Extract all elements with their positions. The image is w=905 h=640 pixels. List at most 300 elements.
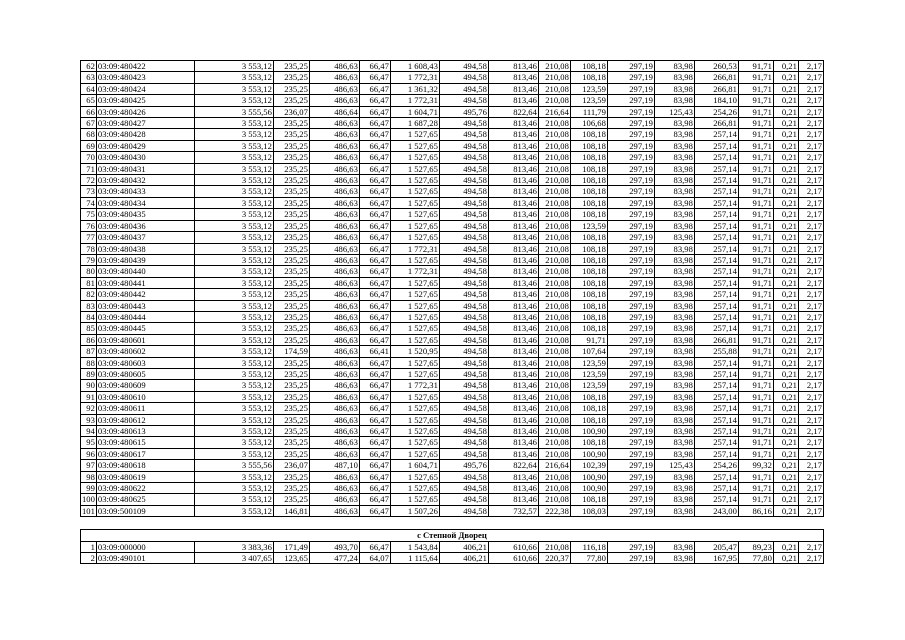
value-col-15-cell: 91,71 (738, 483, 773, 494)
value-col-9-cell: 813,46 (488, 118, 538, 129)
value-col-13-cell: 83,98 (654, 380, 694, 391)
value-col-9-cell: 813,46 (488, 209, 538, 220)
value-col-12-cell: 297,19 (607, 368, 654, 379)
value-col-15-cell: 91,71 (738, 129, 773, 140)
value-col-8-cell: 494,58 (439, 334, 488, 345)
value-col-9-cell: 610,66 (488, 553, 538, 564)
row-number-cell: 87 (81, 346, 97, 357)
value-col-6-cell: 66,47 (359, 220, 390, 231)
value-col-11-cell: 123,59 (570, 83, 607, 94)
value-col-6-cell: 66,47 (359, 277, 390, 288)
table-row (81, 106, 824, 117)
value-col-6-cell: 66,47 (359, 437, 390, 448)
value-col-3-cell: 3 553,12 (194, 220, 273, 231)
table-row (81, 323, 824, 334)
table-row (81, 437, 824, 448)
value-col-13-cell: 83,98 (654, 414, 694, 425)
value-col-13-cell: 83,98 (654, 483, 694, 494)
value-col-14-cell: 257,14 (694, 254, 738, 265)
value-col-3-cell: 3 553,12 (194, 437, 273, 448)
value-col-7-cell: 1 772,31 (390, 95, 439, 106)
value-col-10-cell: 210,08 (538, 197, 570, 208)
value-col-5-cell: 486,63 (309, 118, 359, 129)
value-col-12-cell: 297,19 (607, 437, 654, 448)
value-col-17-cell: 2,17 (798, 437, 823, 448)
value-col-12-cell: 297,19 (607, 209, 654, 220)
value-col-16-cell: 0,21 (773, 118, 798, 129)
value-col-11-cell: 108,18 (570, 186, 607, 197)
value-col-13-cell: 83,98 (654, 300, 694, 311)
value-col-8-cell: 494,58 (439, 300, 488, 311)
value-col-12-cell: 297,19 (607, 152, 654, 163)
value-col-17-cell: 2,17 (798, 357, 823, 368)
value-col-16-cell: 0,21 (773, 494, 798, 505)
row-number-cell: 86 (81, 334, 97, 345)
value-col-4-cell: 235,25 (273, 311, 309, 322)
table-row (81, 483, 824, 494)
cadastral-number-cell: 03:09:480444 (96, 311, 194, 322)
value-col-14-cell: 257,14 (694, 289, 738, 300)
value-col-17-cell: 2,17 (798, 209, 823, 220)
value-col-4-cell: 235,25 (273, 72, 309, 83)
value-col-9-cell: 813,46 (488, 448, 538, 459)
table-row (81, 541, 824, 552)
value-col-15-cell: 91,71 (738, 243, 773, 254)
value-col-5-cell: 486,63 (309, 505, 359, 516)
value-col-5-cell: 486,63 (309, 254, 359, 265)
value-col-6-cell: 66,47 (359, 61, 390, 72)
value-col-6-cell: 66,47 (359, 197, 390, 208)
table-row (81, 460, 824, 471)
value-col-8-cell: 494,58 (439, 266, 488, 277)
value-col-11-cell: 77,80 (570, 553, 607, 564)
value-col-10-cell: 210,08 (538, 483, 570, 494)
table-row (81, 197, 824, 208)
cadastral-number-cell: 03:09:480441 (96, 277, 194, 288)
value-col-12-cell: 297,19 (607, 553, 654, 564)
value-col-3-cell: 3 553,12 (194, 300, 273, 311)
value-col-13-cell: 83,98 (654, 403, 694, 414)
value-col-8-cell: 494,58 (439, 72, 488, 83)
value-col-6-cell: 66,47 (359, 266, 390, 277)
value-col-14-cell: 257,14 (694, 266, 738, 277)
value-col-14-cell: 257,14 (694, 391, 738, 402)
row-number-cell: 85 (81, 323, 97, 334)
value-col-10-cell: 216,64 (538, 106, 570, 117)
value-col-8-cell: 406,21 (439, 553, 488, 564)
value-col-12-cell: 297,19 (607, 460, 654, 471)
value-col-15-cell: 91,71 (738, 118, 773, 129)
value-col-14-cell: 257,14 (694, 311, 738, 322)
value-col-13-cell: 83,98 (654, 95, 694, 106)
table-row (81, 334, 824, 345)
value-col-17-cell: 2,17 (798, 300, 823, 311)
table-row (81, 494, 824, 505)
value-col-11-cell: 111,79 (570, 106, 607, 117)
value-col-11-cell: 91,71 (570, 334, 607, 345)
value-col-9-cell: 813,46 (488, 95, 538, 106)
cadastral-number-cell: 03:09:500109 (96, 505, 194, 516)
value-col-3-cell: 3 553,12 (194, 334, 273, 345)
value-col-6-cell: 66,47 (359, 72, 390, 83)
table-row (81, 61, 824, 72)
value-col-4-cell: 235,25 (273, 494, 309, 505)
cadastral-number-cell: 03:09:480428 (96, 129, 194, 140)
value-col-5-cell: 486,63 (309, 289, 359, 300)
row-number-cell: 69 (81, 140, 97, 151)
value-col-10-cell: 210,08 (538, 277, 570, 288)
value-col-15-cell: 91,71 (738, 391, 773, 402)
value-col-14-cell: 266,81 (694, 72, 738, 83)
row-number-cell: 72 (81, 175, 97, 186)
value-col-15-cell: 91,71 (738, 186, 773, 197)
value-col-12-cell: 297,19 (607, 254, 654, 265)
value-col-10-cell: 210,08 (538, 448, 570, 459)
value-col-14-cell: 260,53 (694, 61, 738, 72)
value-col-7-cell: 1 543,84 (390, 541, 439, 552)
value-col-17-cell: 2,17 (798, 403, 823, 414)
value-col-6-cell: 66,47 (359, 448, 390, 459)
value-col-3-cell: 3 553,12 (194, 118, 273, 129)
table-row (81, 95, 824, 106)
value-col-11-cell: 108,18 (570, 197, 607, 208)
value-col-4-cell: 235,25 (273, 140, 309, 151)
value-col-6-cell: 66,47 (359, 505, 390, 516)
value-col-13-cell: 83,98 (654, 118, 694, 129)
row-number-cell: 64 (81, 83, 97, 94)
value-col-10-cell: 210,08 (538, 152, 570, 163)
value-col-13-cell: 83,98 (654, 243, 694, 254)
value-col-3-cell: 3 553,12 (194, 72, 273, 83)
row-number-cell: 71 (81, 163, 97, 174)
value-col-14-cell: 257,14 (694, 197, 738, 208)
value-col-9-cell: 813,46 (488, 346, 538, 357)
value-col-5-cell: 486,63 (309, 129, 359, 140)
value-col-5-cell: 486,63 (309, 163, 359, 174)
value-col-8-cell: 494,58 (439, 95, 488, 106)
value-col-9-cell: 610,66 (488, 541, 538, 552)
value-col-4-cell: 123,65 (273, 553, 309, 564)
cadastral-number-cell: 03:09:480424 (96, 83, 194, 94)
value-col-9-cell: 813,46 (488, 277, 538, 288)
value-col-8-cell: 494,58 (439, 311, 488, 322)
value-col-10-cell: 210,08 (538, 357, 570, 368)
value-col-5-cell: 477,24 (309, 553, 359, 564)
cadastral-number-cell: 03:09:480605 (96, 368, 194, 379)
value-col-3-cell: 3 553,12 (194, 346, 273, 357)
cadastral-number-cell: 03:09:480433 (96, 186, 194, 197)
cadastral-number-cell: 03:09:480603 (96, 357, 194, 368)
value-col-10-cell: 210,08 (538, 266, 570, 277)
value-col-3-cell: 3 553,12 (194, 254, 273, 265)
value-col-7-cell: 1 527,65 (390, 357, 439, 368)
value-col-12-cell: 297,19 (607, 357, 654, 368)
value-col-14-cell: 254,26 (694, 106, 738, 117)
table-row (81, 403, 824, 414)
value-col-15-cell: 91,71 (738, 300, 773, 311)
value-col-4-cell: 235,25 (273, 414, 309, 425)
value-col-11-cell: 108,18 (570, 414, 607, 425)
value-col-4-cell: 235,25 (273, 300, 309, 311)
value-col-16-cell: 0,21 (773, 243, 798, 254)
value-col-9-cell: 813,46 (488, 163, 538, 174)
value-col-17-cell: 2,17 (798, 346, 823, 357)
value-col-17-cell: 2,17 (798, 505, 823, 516)
value-col-7-cell: 1 527,65 (390, 391, 439, 402)
cadastral-number-cell: 03:09:480612 (96, 414, 194, 425)
table-row (81, 266, 824, 277)
value-col-5-cell: 486,63 (309, 426, 359, 437)
value-col-10-cell: 210,08 (538, 368, 570, 379)
value-col-13-cell: 83,98 (654, 83, 694, 94)
value-col-7-cell: 1 527,65 (390, 277, 439, 288)
value-col-7-cell: 1 527,65 (390, 426, 439, 437)
value-col-4-cell: 235,25 (273, 175, 309, 186)
value-col-16-cell: 0,21 (773, 254, 798, 265)
value-col-5-cell: 486,63 (309, 448, 359, 459)
value-col-3-cell: 3 553,12 (194, 266, 273, 277)
value-col-13-cell: 83,98 (654, 277, 694, 288)
value-col-12-cell: 297,19 (607, 391, 654, 402)
value-col-15-cell: 91,71 (738, 266, 773, 277)
value-col-6-cell: 66,47 (359, 254, 390, 265)
cadastral-number-cell: 03:09:480436 (96, 220, 194, 231)
value-col-15-cell: 91,71 (738, 448, 773, 459)
value-col-7-cell: 1 527,65 (390, 494, 439, 505)
value-col-15-cell: 91,71 (738, 311, 773, 322)
value-col-14-cell: 257,14 (694, 437, 738, 448)
value-col-8-cell: 494,58 (439, 83, 488, 94)
value-col-7-cell: 1 527,65 (390, 448, 439, 459)
value-col-15-cell: 91,71 (738, 334, 773, 345)
cadastral-number-cell: 03:09:480602 (96, 346, 194, 357)
value-col-4-cell: 235,25 (273, 437, 309, 448)
value-col-3-cell: 3 553,12 (194, 311, 273, 322)
value-col-16-cell: 0,21 (773, 426, 798, 437)
value-col-17-cell: 2,17 (798, 220, 823, 231)
value-col-12-cell: 297,19 (607, 106, 654, 117)
value-col-4-cell: 235,25 (273, 209, 309, 220)
value-col-7-cell: 1 527,65 (390, 209, 439, 220)
value-col-17-cell: 2,17 (798, 72, 823, 83)
value-col-16-cell: 0,21 (773, 186, 798, 197)
value-col-9-cell: 813,46 (488, 437, 538, 448)
value-col-5-cell: 486,63 (309, 368, 359, 379)
value-col-6-cell: 66,47 (359, 471, 390, 482)
value-col-6-cell: 66,47 (359, 391, 390, 402)
value-col-6-cell: 66,47 (359, 209, 390, 220)
value-col-9-cell: 813,46 (488, 494, 538, 505)
value-col-15-cell: 91,71 (738, 175, 773, 186)
value-col-5-cell: 486,63 (309, 300, 359, 311)
value-col-7-cell: 1 527,65 (390, 175, 439, 186)
value-col-17-cell: 2,17 (798, 483, 823, 494)
value-col-9-cell: 813,46 (488, 403, 538, 414)
value-col-10-cell: 210,08 (538, 209, 570, 220)
value-col-16-cell: 0,21 (773, 541, 798, 552)
value-col-10-cell: 210,08 (538, 311, 570, 322)
value-col-4-cell: 235,25 (273, 186, 309, 197)
cadastral-number-cell: 03:09:480434 (96, 197, 194, 208)
value-col-17-cell: 2,17 (798, 471, 823, 482)
cadastral-number-cell: 03:09:480613 (96, 426, 194, 437)
value-col-6-cell: 66,47 (359, 323, 390, 334)
value-col-11-cell: 108,18 (570, 494, 607, 505)
value-col-4-cell: 235,25 (273, 289, 309, 300)
cadastral-number-cell: 03:09:480610 (96, 391, 194, 402)
cadastral-number-cell: 03:09:490101 (96, 553, 194, 564)
value-col-14-cell: 257,14 (694, 243, 738, 254)
value-col-7-cell: 1 772,31 (390, 72, 439, 83)
value-col-8-cell: 494,58 (439, 220, 488, 231)
table-row (81, 209, 824, 220)
value-col-5-cell: 486,63 (309, 186, 359, 197)
value-col-16-cell: 0,21 (773, 220, 798, 231)
value-col-13-cell: 83,98 (654, 541, 694, 552)
value-col-5-cell: 486,63 (309, 311, 359, 322)
value-col-17-cell: 2,17 (798, 129, 823, 140)
value-col-17-cell: 2,17 (798, 448, 823, 459)
cadastral-number-cell: 03:09:480611 (96, 403, 194, 414)
table-row (81, 72, 824, 83)
table-row (81, 83, 824, 94)
value-col-17-cell: 2,17 (798, 83, 823, 94)
cadastral-number-cell: 03:09:480445 (96, 323, 194, 334)
value-col-16-cell: 0,21 (773, 197, 798, 208)
value-col-8-cell: 494,58 (439, 471, 488, 482)
table-row (81, 129, 824, 140)
value-col-7-cell: 1 527,65 (390, 232, 439, 243)
value-col-7-cell: 1 527,65 (390, 300, 439, 311)
value-col-14-cell: 257,14 (694, 175, 738, 186)
value-col-4-cell: 235,25 (273, 220, 309, 231)
value-col-13-cell: 83,98 (654, 357, 694, 368)
value-col-6-cell: 66,47 (359, 95, 390, 106)
value-col-9-cell: 813,46 (488, 243, 538, 254)
value-col-16-cell: 0,21 (773, 380, 798, 391)
table-row (81, 163, 824, 174)
value-col-11-cell: 100,90 (570, 483, 607, 494)
cadastral-number-cell: 03:09:480422 (96, 61, 194, 72)
value-col-15-cell: 91,71 (738, 197, 773, 208)
value-col-7-cell: 1 520,95 (390, 346, 439, 357)
cadastral-number-cell: 03:09:480430 (96, 152, 194, 163)
value-col-5-cell: 486,63 (309, 403, 359, 414)
value-col-11-cell: 108,18 (570, 243, 607, 254)
value-col-14-cell: 257,14 (694, 129, 738, 140)
value-col-13-cell: 83,98 (654, 471, 694, 482)
value-col-11-cell: 123,59 (570, 380, 607, 391)
cadastral-number-cell: 03:09:480429 (96, 140, 194, 151)
value-col-12-cell: 297,19 (607, 300, 654, 311)
value-col-15-cell: 91,71 (738, 323, 773, 334)
value-col-6-cell: 66,47 (359, 403, 390, 414)
row-number-cell: 66 (81, 106, 97, 117)
value-col-16-cell: 0,21 (773, 414, 798, 425)
value-col-12-cell: 297,19 (607, 541, 654, 552)
value-col-4-cell: 235,25 (273, 129, 309, 140)
value-col-6-cell: 66,47 (359, 460, 390, 471)
row-number-cell: 67 (81, 118, 97, 129)
value-col-17-cell: 2,17 (798, 61, 823, 72)
value-col-12-cell: 297,19 (607, 163, 654, 174)
value-col-7-cell: 1 604,71 (390, 460, 439, 471)
value-col-14-cell: 266,81 (694, 83, 738, 94)
value-col-7-cell: 1 527,65 (390, 483, 439, 494)
value-col-9-cell: 813,46 (488, 220, 538, 231)
row-number-cell: 62 (81, 61, 97, 72)
value-col-3-cell: 3 553,12 (194, 197, 273, 208)
value-col-15-cell: 91,71 (738, 72, 773, 83)
value-col-16-cell: 0,21 (773, 391, 798, 402)
value-col-7-cell: 1 527,65 (390, 289, 439, 300)
value-col-17-cell: 2,17 (798, 175, 823, 186)
value-col-12-cell: 297,19 (607, 414, 654, 425)
value-col-10-cell: 216,64 (538, 460, 570, 471)
value-col-4-cell: 235,25 (273, 232, 309, 243)
value-col-10-cell: 210,08 (538, 72, 570, 83)
cadastral-number-cell: 03:09:480601 (96, 334, 194, 345)
value-col-15-cell: 77,80 (738, 553, 773, 564)
value-col-15-cell: 91,71 (738, 254, 773, 265)
value-col-15-cell: 91,71 (738, 232, 773, 243)
row-number-cell: 2 (81, 553, 97, 564)
value-col-3-cell: 3 553,12 (194, 403, 273, 414)
value-col-5-cell: 486,63 (309, 380, 359, 391)
value-col-15-cell: 91,71 (738, 471, 773, 482)
value-col-4-cell: 235,25 (273, 254, 309, 265)
value-col-11-cell: 108,18 (570, 277, 607, 288)
value-col-16-cell: 0,21 (773, 72, 798, 83)
value-col-6-cell: 66,47 (359, 289, 390, 300)
value-col-9-cell: 813,46 (488, 186, 538, 197)
value-col-10-cell: 210,08 (538, 289, 570, 300)
value-col-14-cell: 257,14 (694, 152, 738, 163)
value-col-12-cell: 297,19 (607, 129, 654, 140)
value-col-10-cell: 210,08 (538, 83, 570, 94)
value-col-4-cell: 236,07 (273, 106, 309, 117)
cadastral-number-cell: 03:09:480615 (96, 437, 194, 448)
value-col-11-cell: 123,59 (570, 368, 607, 379)
value-col-6-cell: 66,47 (359, 243, 390, 254)
value-col-8-cell: 494,58 (439, 505, 488, 516)
separator-row (81, 517, 824, 530)
row-number-cell: 83 (81, 300, 97, 311)
value-col-5-cell: 487,10 (309, 460, 359, 471)
separator-cell (81, 517, 824, 530)
value-col-12-cell: 297,19 (607, 494, 654, 505)
value-col-3-cell: 3 553,12 (194, 163, 273, 174)
value-col-5-cell: 486,63 (309, 471, 359, 482)
value-col-11-cell: 100,90 (570, 471, 607, 482)
value-col-15-cell: 99,32 (738, 460, 773, 471)
cadastral-number-cell: 03:09:480619 (96, 471, 194, 482)
table-row (81, 300, 824, 311)
value-col-3-cell: 3 553,12 (194, 289, 273, 300)
value-col-17-cell: 2,17 (798, 163, 823, 174)
value-col-5-cell: 486,63 (309, 83, 359, 94)
value-col-8-cell: 494,58 (439, 494, 488, 505)
value-col-8-cell: 494,58 (439, 129, 488, 140)
value-col-7-cell: 1 772,31 (390, 243, 439, 254)
value-col-6-cell: 64,07 (359, 553, 390, 564)
value-col-8-cell: 494,58 (439, 483, 488, 494)
value-col-14-cell: 257,14 (694, 220, 738, 231)
value-col-3-cell: 3 553,12 (194, 357, 273, 368)
value-col-14-cell: 257,14 (694, 380, 738, 391)
table-row (81, 140, 824, 151)
cadastral-number-cell: 03:09:480617 (96, 448, 194, 459)
